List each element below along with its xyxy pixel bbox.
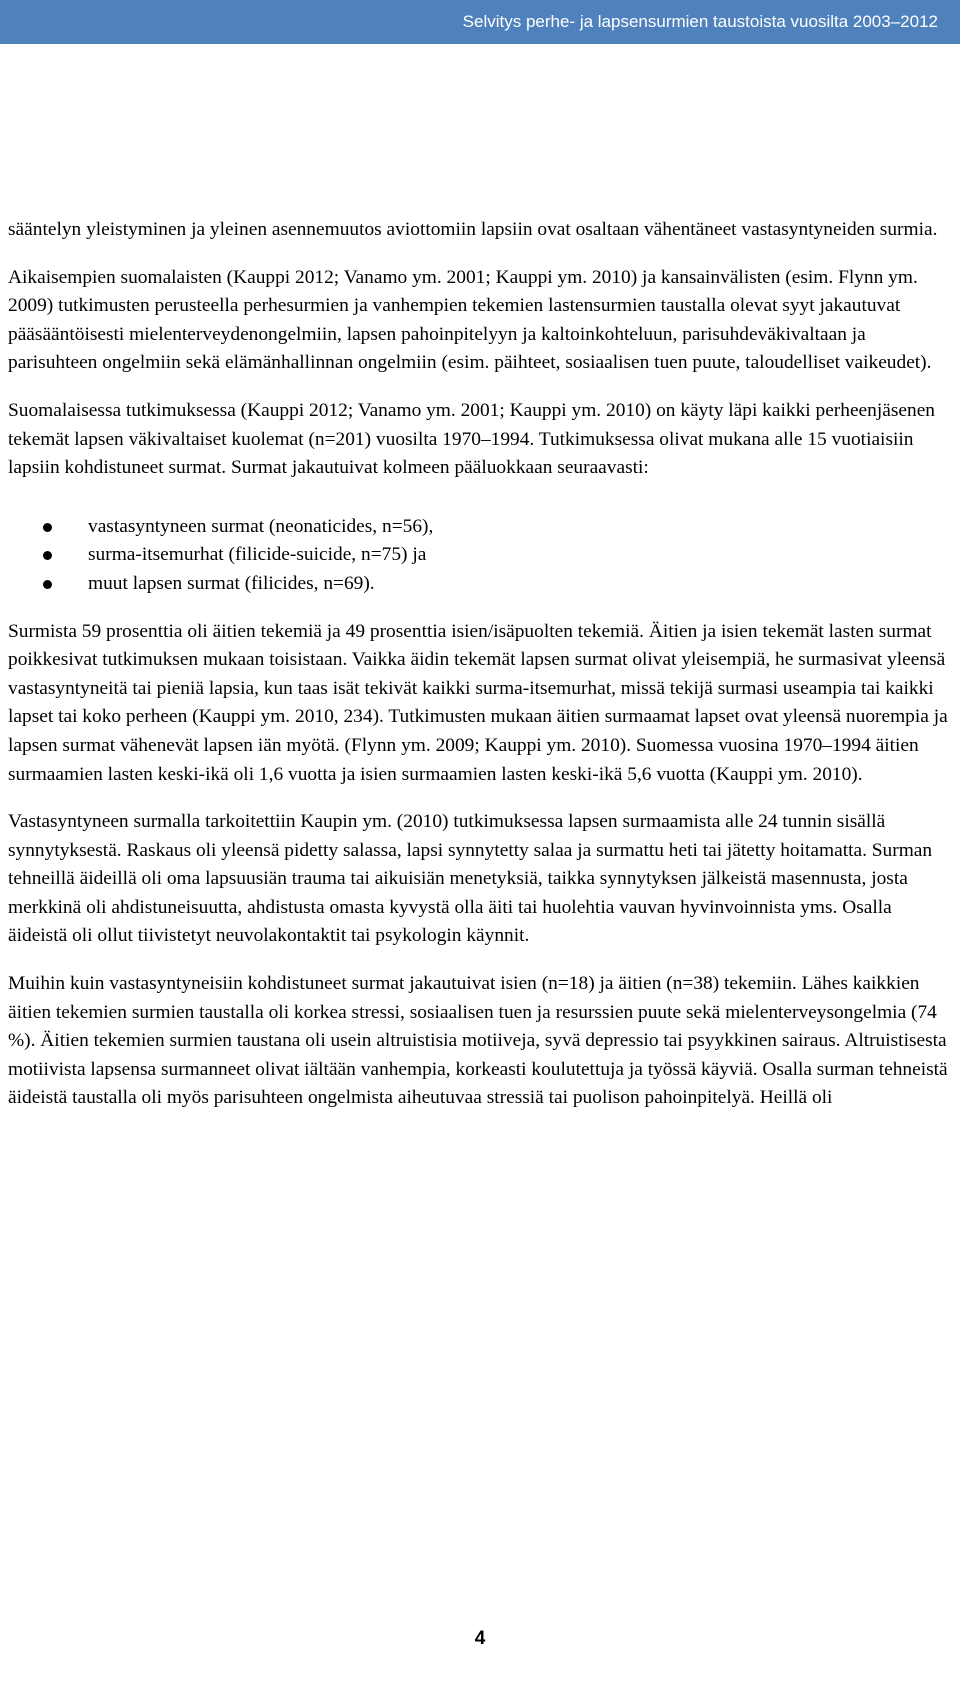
document-header: [0, 0, 960, 44]
header-title: Selvitys perhe- ja lapsensurmien taustoista vuosilta 2003–2012: [462, 12, 938, 31]
bullet-list: [8, 513, 948, 599]
list-item: [8, 541, 948, 570]
paragraph: sääntelyn yleistyminen ja yleinen asennemuutos aviottomiin lapsiin ovat osaltaan vähentäneet vastasyntyneiden surmia.: [8, 219, 938, 240]
list-item-text: muut lapsen surmat (filicides, n=69).: [88, 572, 375, 594]
paragraph: Vastasyntyneen surmalla tarkoitettiin Kaupin ym. (2010) tutkimuksessa lapsen surmaamista alle 24 tunnin sisällä synnytyksestä. Raskaus oli yleensä pidetty salassa, lapsi synnytetty salaa ja surmattu heti tai jätetty hoitamatta. Surman tehneillä äideillä oli oma lapsuusiän trauma tai aikuisiän menetyksiä, taikka synnytyksen jälkeistä masennusta, josta merkkinä oli ahdistuneisuutta, ahdistusta omasta kyvystä olla äiti tai huolehtia vauvan hyvinvoinnista yms. Osalla äideistä oli ollut tiivistetyt neuvolakontaktit tai psykologin käynnit.: [8, 811, 933, 947]
list-item-text: surma-itsemurhat (filicide-suicide, n=75) ja: [88, 544, 427, 566]
document-body: [8, 216, 948, 1132]
paragraph: Suomalaisessa tutkimuksessa (Kauppi 2012; Vanamo ym. 2001; Kauppi ym. 2010) on käyty läpi kaikki perheenjäsenen tekemät lapsen väkivaltaiset kuolemat (n=201) vuosilta 1970–1994. Tutkimuksessa olivat mukana alle 15 vuotiaisiin lapsiin kohdistuneet surmat. Surmat jakautuivat kolmeen pääluokkaan seuraavasti:: [8, 399, 935, 479]
list-item: [8, 513, 948, 542]
page-number: 4: [474, 1628, 486, 1649]
paragraph: Aikaisempien suomalaisten (Kauppi 2012; Vanamo ym. 2001; Kauppi ym. 2010) ja kansainvälisten (esim. Flynn ym. 2009) tutkimusten perusteella perhesurmien ja vanhempien tekemien lastensurmien taustalla olevat syyt jakautuvat pääsääntöisesti mielenterveydenongelmiin, lapsen pahoinpitelyyn ja kaltoinkohteluun, parisuhdeväkivaltaan ja parisuhteen ongelmiin sekä elämänhallinnan ongelmiin (esim. päihteet, sosiaalisen tuen puute, taloudelliset vaikeudet).: [8, 266, 932, 374]
list-item: [8, 570, 948, 599]
paragraph: Muihin kuin vastasyntyneisiin kohdistuneet surmat jakautuivat isien (n=18) ja äitien (n=38) tekemiin. Lähes kaikkien äitien tekemien surmien taustalla oli korkea stressi, sosiaalisen tuen ja resurssien puute sekä mielenterveysongelmia (74 %). Äitien tekemien surmien taustana oli usein altruistisia motiiveja, syvä depressio tai psyykkinen sairaus. Altruistisesta motiivista lapsensa surmanneet olivat iältään vanhempia, korkeasti koulutettuja ja työssä käyviä. Osalla surman tehneistä äideistä taustalla oli myös parisuhteen ongelmista aiheutuvaa stressiä tai puolison pahoinpitelyä. Heillä oli: [8, 973, 948, 1109]
list-item-text: vastasyntyneen surmat (neonaticides, n=56),: [88, 515, 434, 537]
bullet-icon: [43, 580, 52, 589]
paragraph: Surmista 59 prosenttia oli äitien tekemiä ja 49 prosenttia isien/isäpuolten tekemiä. Äitien ja isien tekemät lasten surmat poikkesivat tutkimuksen mukaan toisistaan. Vaikka äidin tekemät lapsen surmat olivat yleisempiä, he surmasivat yleensä vastasyntyneitä tai pieniä lapsia, kun taas isät tekivät kaikki surma-itsemurhat, missä tekijä surmasi useampia tai kaikki lapset tai koko perheen (Kauppi ym. 2010, 234). Tutkimusten mukaan äitien surmaamat lapset ovat yleensä nuorempia ja lapsen surmat vähenevät lapsen iän myötä. (Flynn ym. 2009; Kauppi ym. 2010). Suomessa vuosina 1970–1994 äitien surmaamien lasten keski-ikä oli 1,6 vuotta ja isien surmaamien lasten keski-ikä 5,6 vuotta (Kauppi ym. 2010).: [8, 620, 948, 785]
bullet-icon: [43, 551, 52, 560]
bullet-icon: [43, 523, 52, 532]
